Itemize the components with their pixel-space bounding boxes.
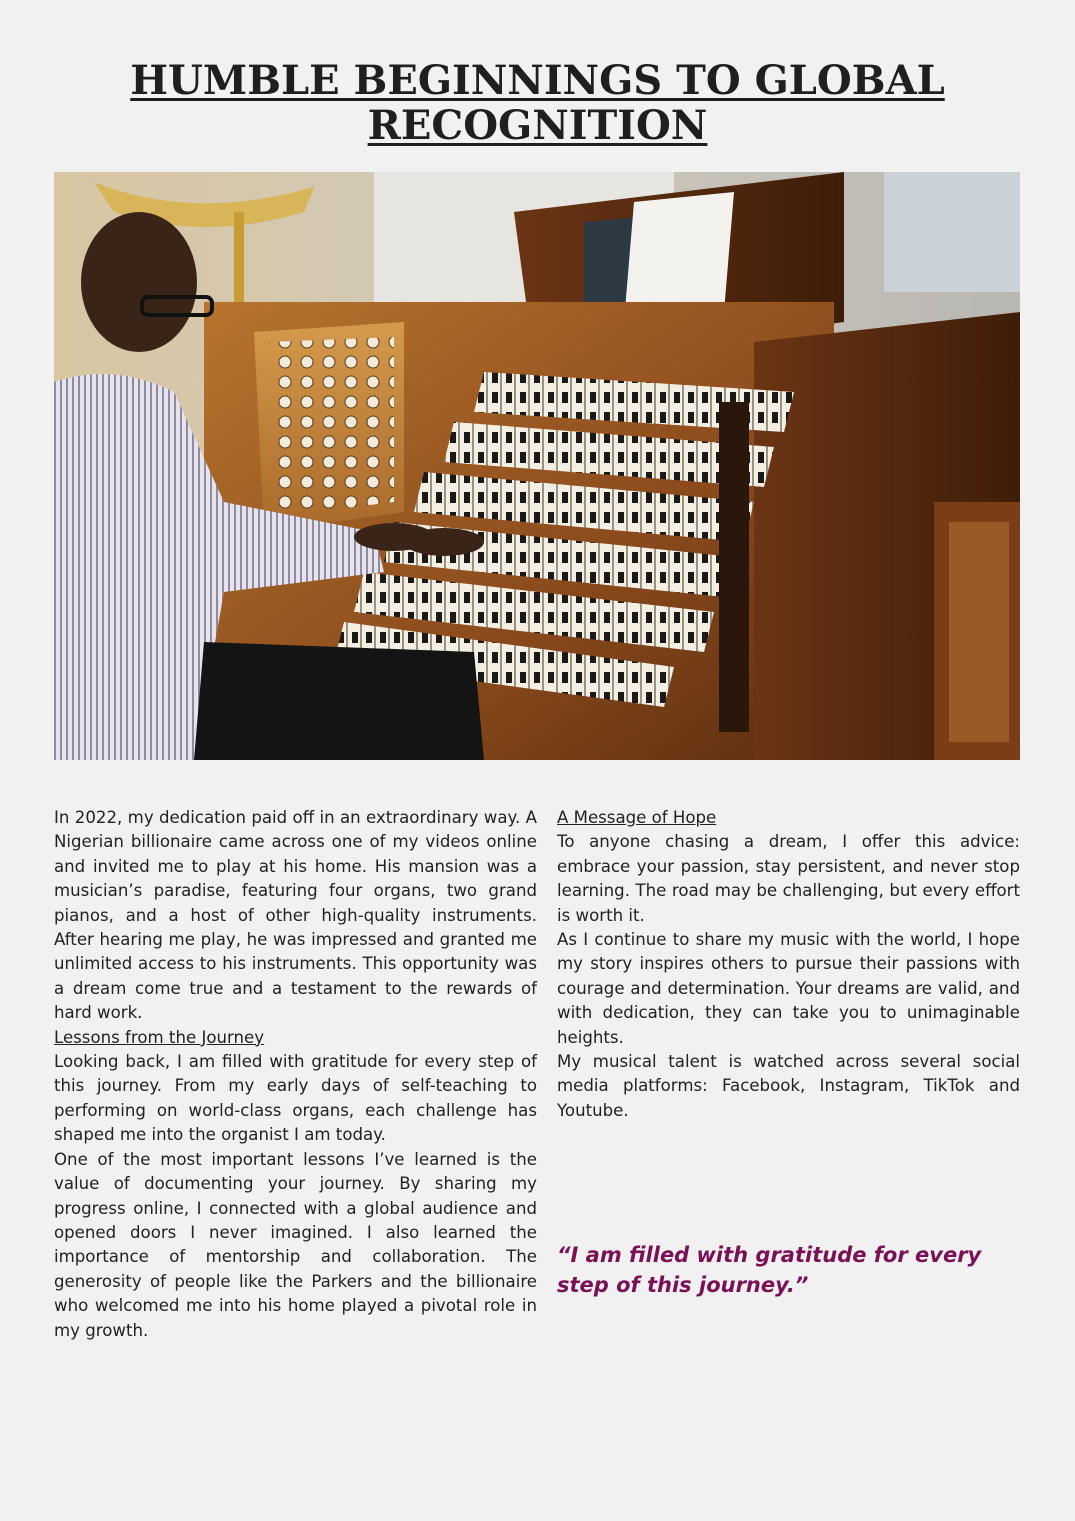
body-paragraph: As I continue to share my music with the world, I hope my story inspires others to pursue their passions with courage and determination. Your dreams are valid, and with dedication, they can take you to unimaginable heights. — [557, 930, 1020, 1047]
organist-photo — [54, 172, 1020, 760]
body-paragraph: In 2022, my dedication paid off in an extraordinary way. A Nigerian billionaire came across one of my videos online and invited me to play at his home. His mansion was a musician’s paradise, featuring four organs, two grand pianos, and a host of other high-quality instruments. After hearing me play, he was impressed and granted me unlimited access to his instruments. This opportunity was a dream come true and a testament to the rewards of hard work. — [54, 808, 537, 1023]
left-column — [54, 806, 537, 1343]
section-heading: Lessons from the Journey — [54, 1027, 265, 1047]
body-paragraph: My musical talent is watched across several social media platforms: Facebook, Instagram, TikTok and Youtube. — [557, 1052, 1020, 1120]
body-paragraph: One of the most important lessons I’ve learned is the value of documenting your journey. By sharing my progress online, I connected with a global audience and opened doors I never imagined. I also learned the importance of mentorship and collaboration. The generosity of people like the Parkers and the billionaire who welcomed me into his home played a pivotal role in my growth. — [54, 1149, 537, 1340]
section-heading: A Message of Hope — [557, 808, 717, 827]
page-title — [0, 58, 1075, 148]
body-paragraph: Looking back, I am filled with gratitude for every step of this journey. From my early days of self-teaching to performing on world-class organs, each challenge has shaped me into the organist I am today. — [54, 1052, 537, 1145]
right-column — [557, 806, 1020, 1123]
title-line-1: HUMBLE BEGINNINGS TO GLOBAL — [130, 57, 945, 104]
body-paragraph: To anyone chasing a dream, I offer this advice: embrace your passion, stay persistent, and never stop learning. The road may be challenging, but every effort is worth it. — [557, 832, 1020, 925]
pull-quote: “I am filled with gratitude for every step of this journey.” — [557, 1243, 982, 1297]
title-line-2: RECOGNITION — [367, 102, 708, 149]
